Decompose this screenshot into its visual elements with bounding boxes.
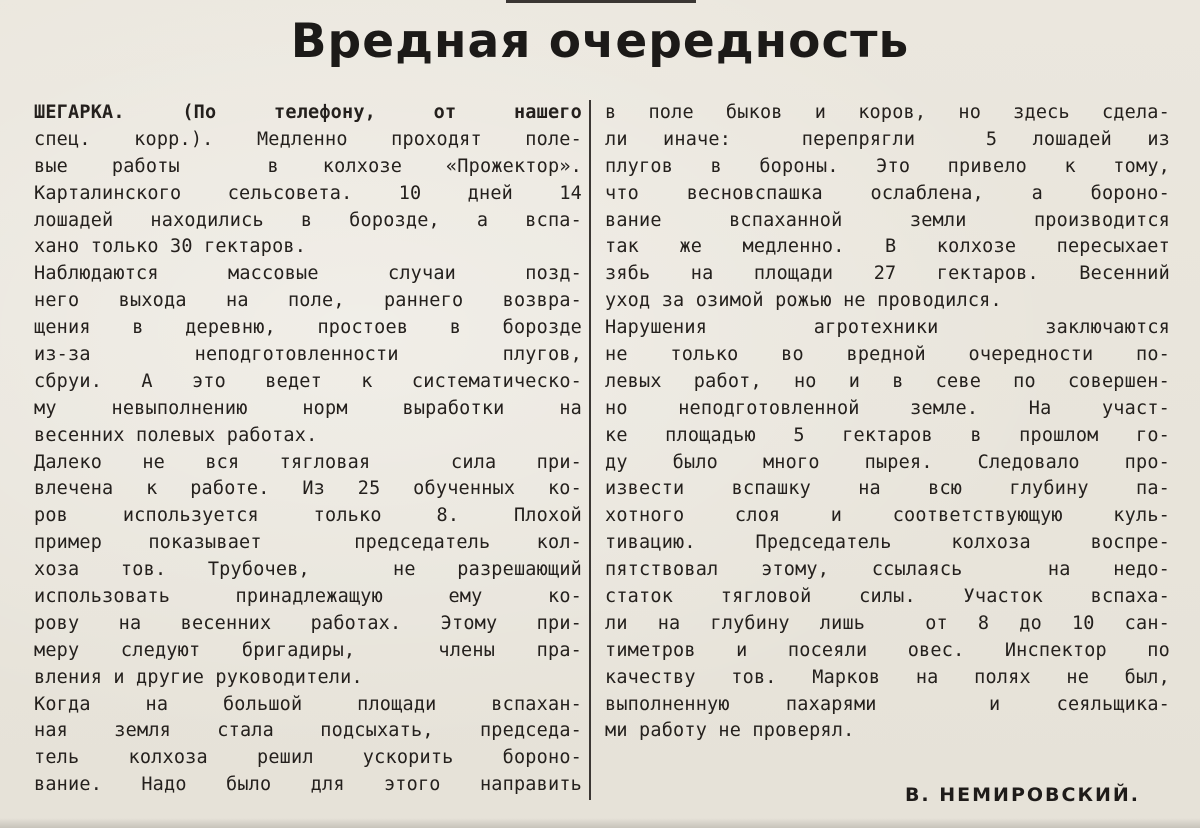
text-line: из-за неподготовленности плугов, [34, 344, 582, 366]
left-column [34, 100, 582, 799]
text-line: Наблюдаются массовые случаи позд- [34, 263, 582, 285]
text-line: Карталинского сельсовета. 10 дней 14 [34, 182, 582, 204]
text-line: вание вспаханной земли производится [605, 209, 1170, 231]
text-line: му невыполнению норм выработки на [34, 397, 582, 419]
column-divider [589, 100, 591, 800]
text-line: Далеко не вся тягловая сила при- [34, 451, 582, 473]
text-line: ли иначе: перепрягли 5 лошадей из [605, 128, 1170, 150]
text-line: что весновспашка ослаблена, а бороно- [605, 182, 1170, 204]
text-line: ми работу не проверял. [605, 720, 855, 742]
text-line: но неподготовленной земле. На участ- [605, 397, 1170, 419]
text-line: спец. корр.). Медленно проходят поле- [34, 128, 582, 150]
text-line: извести вспашку на всю глубину па- [605, 478, 1170, 500]
text-line: ШЕГАРКА. (По телефону, от нашего [34, 102, 582, 123]
text-line: так же медленно. В колхозе пересыхает [605, 236, 1170, 258]
text-line: него выхода на поле, раннего возвра- [34, 290, 582, 312]
text-line: тивацию. Председатель колхоза воспре- [605, 532, 1170, 554]
text-line: в поле быков и коров, но здесь сдела- [605, 102, 1170, 123]
text-line: хано только 30 гектаров. [34, 236, 307, 258]
text-line: ке площадью 5 гектаров в прошлом го- [605, 424, 1170, 446]
article-headline: Вредная очередность [290, 14, 910, 69]
text-line: не только во вредной очередности по- [605, 344, 1170, 366]
text-line: ду было много пырея. Следовало про- [605, 451, 1170, 473]
text-line: хотного слоя и соответствующую куль- [605, 505, 1170, 527]
text-line: влечена к работе. Из 25 обученных ко- [34, 478, 582, 500]
text-line: плугов в бороны. Это привело к тому, [605, 155, 1170, 177]
text-line: ли на глубину лишь от 8 до 10 сан- [605, 612, 1170, 634]
text-line: тель колхоза решил ускорить бороно- [34, 747, 582, 769]
text-line: вые работы в колхозе «Прожектор». [34, 155, 582, 177]
text-line: уход за озимой рожью не проводился. [605, 290, 1002, 312]
text-line: пример показывает председатель кол- [34, 532, 582, 554]
text-line: хоза тов. Трубочев, не разрешающий [34, 559, 582, 581]
text-line: рову на весенних работах. Этому при- [34, 612, 582, 634]
text-line: статок тягловой силы. Участок вспаха- [605, 586, 1170, 608]
top-rule [506, 0, 696, 3]
text-line: вание. Надо было для этого направить [34, 774, 582, 796]
text-line: Когда на большой площади вспахан- [34, 693, 582, 715]
text-line: вления и другие руководители. [34, 666, 363, 688]
text-line: ная земля стала подсыхать, председа- [34, 720, 582, 742]
text-line: Нарушения агротехники заключаются [605, 317, 1170, 339]
text-line: выполненную пахарями и сеяльщика- [605, 693, 1170, 715]
text-line: сбруи. А это ведет к систематическо- [34, 370, 582, 392]
text-line: лошадей находились в борозде, а вспа- [34, 209, 582, 231]
text-line: щения в деревню, простоев в борозде [34, 317, 582, 339]
text-line: использовать принадлежащую ему ко- [34, 586, 582, 608]
text-line: весенних полевых работах. [34, 424, 318, 446]
text-line: пятствовал этому, ссылаясь на недо- [605, 559, 1170, 581]
text-line: зябь на площади 27 гектаров. Весенний [605, 263, 1170, 285]
text-line: тиметров и посеяли овес. Инспектор по [605, 639, 1170, 661]
text-line: меру следуют бригадиры, члены пра- [34, 639, 582, 661]
page-edge [0, 818, 1200, 828]
text-line: левых работ, но и в севе по совершен- [605, 370, 1170, 392]
text-line: качеству тов. Марков на полях не был, [605, 666, 1170, 688]
text-line: ров используется только 8. Плохой [34, 505, 582, 527]
author-signature: В. НЕМИРОВСКИЙ. [904, 784, 1140, 806]
right-column [605, 100, 1170, 745]
